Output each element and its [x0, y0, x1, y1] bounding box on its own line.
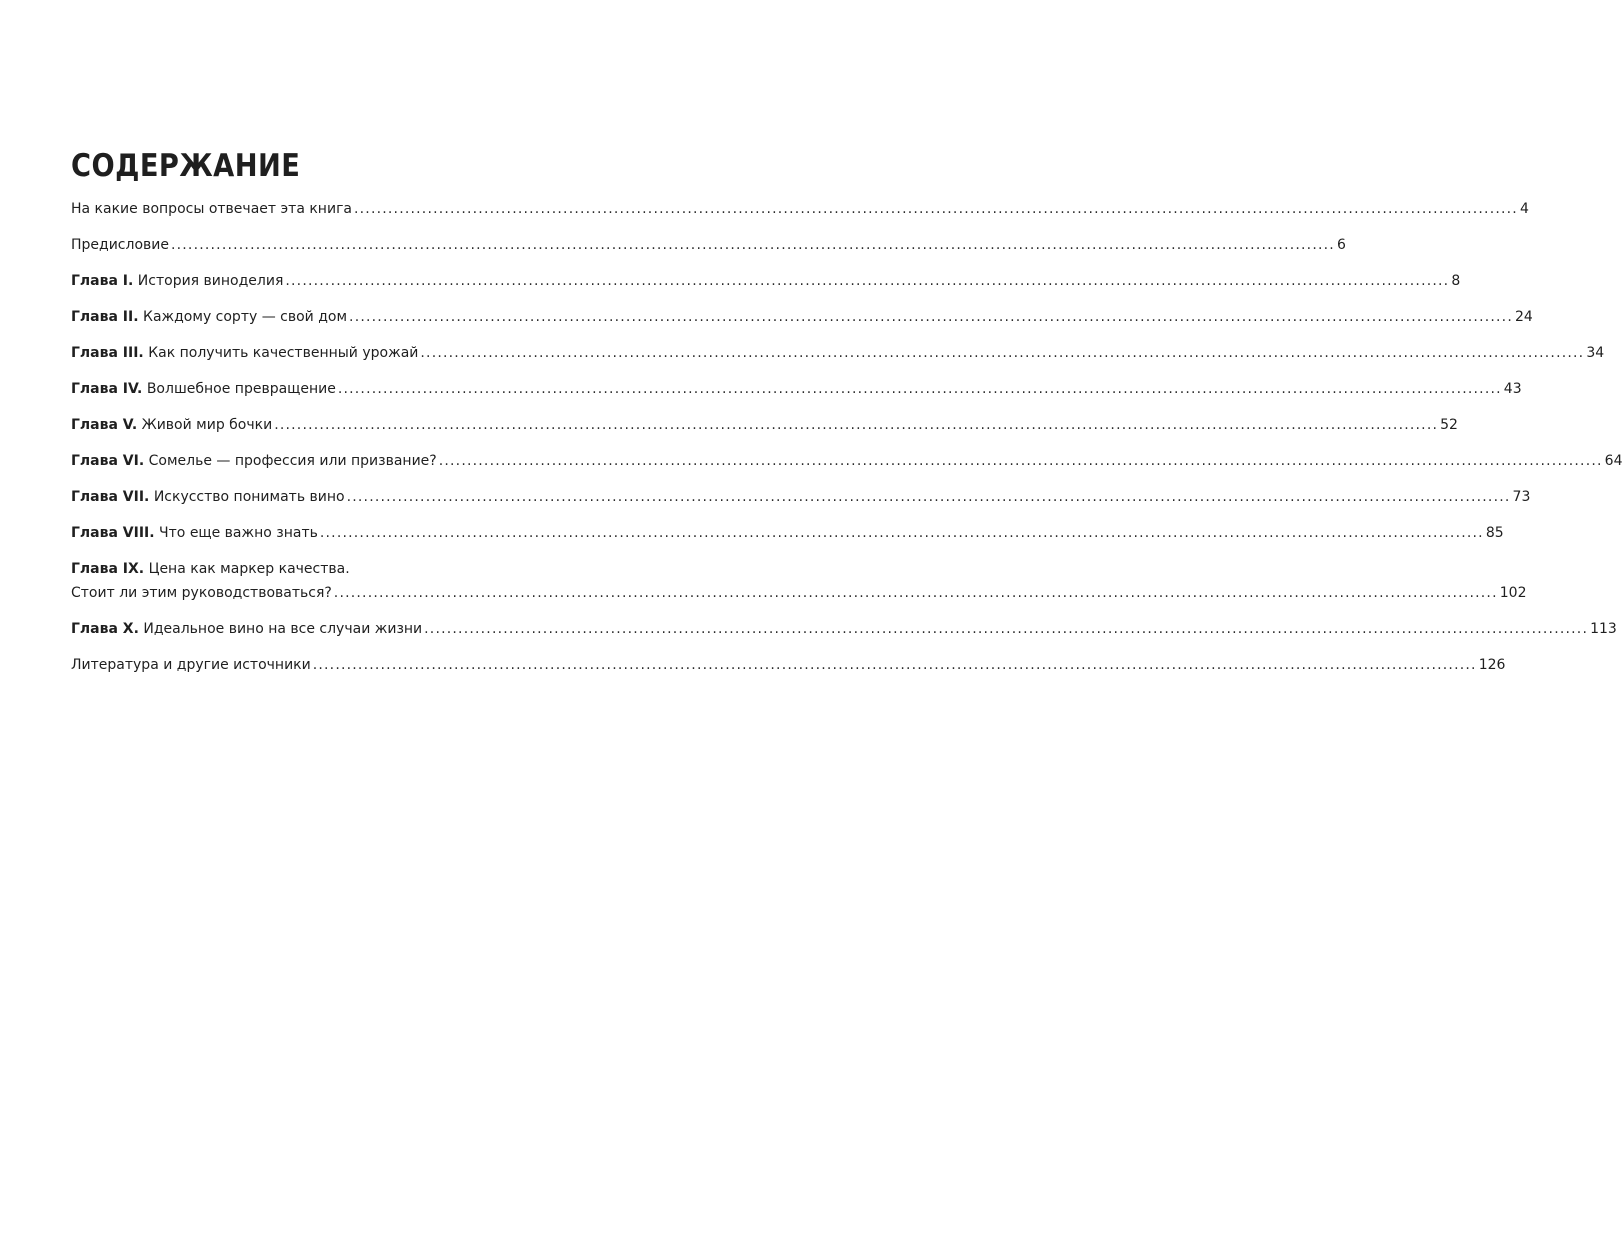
toc-chapter-label: Глава IX. — [71, 561, 145, 577]
toc-chapter-label: Глава I. — [71, 273, 134, 289]
toc-entry-title: Литература и другие источники — [71, 657, 311, 673]
dot-leader — [334, 581, 1498, 605]
toc-entry-page: 113 — [1590, 621, 1617, 637]
toc-entry-chapter-2[interactable] — [71, 305, 1533, 329]
toc-entry-chapter-8[interactable] — [71, 521, 1504, 545]
toc-entry-title: Идеальное вино на все случаи жизни — [143, 621, 423, 637]
toc-chapter-label: Глава V. — [71, 417, 138, 433]
toc-entry-page: 43 — [1503, 381, 1522, 397]
toc-entry-title: Предисловие — [71, 237, 169, 253]
dot-leader — [313, 653, 1477, 677]
toc-entry-chapter-3[interactable] — [71, 341, 1605, 365]
toc-entry-literature[interactable] — [71, 653, 1506, 677]
toc-chapter-label: Глава VI. — [71, 453, 145, 469]
toc-entry-title: Как получить качественный урожай — [148, 345, 419, 361]
toc-entry-page: 64 — [1604, 453, 1623, 469]
dot-leader — [285, 269, 1449, 293]
toc-entry-page: 102 — [1499, 585, 1527, 601]
toc-entry-page: 85 — [1485, 525, 1504, 541]
toc-entry-title: Волшебное превращение — [146, 381, 336, 397]
toc-entry-page: 73 — [1512, 489, 1531, 505]
toc-chapter-label: Глава III. — [71, 345, 144, 361]
toc-entry-title: Сомелье — профессия или призвание? — [148, 453, 437, 469]
toc-chapter-label: Глава X. — [71, 621, 139, 637]
toc-entry-chapter-7[interactable] — [71, 485, 1531, 509]
page-title: СОДЕРЖАНИЕ — [71, 148, 301, 184]
toc-entry-title: Живой мир бочки — [141, 417, 273, 433]
toc-entry-title: Искусство понимать вино — [153, 489, 345, 505]
toc-entry-title: Каждому сорту — свой дом — [143, 309, 348, 325]
toc-chapter-label: Глава IV. — [71, 381, 143, 397]
toc-chapter-label: Глава VII. — [71, 489, 150, 505]
dot-leader — [349, 305, 1513, 329]
toc-entry-preface[interactable] — [71, 233, 1346, 257]
toc-entry-page: 6 — [1336, 237, 1346, 253]
toc-entry-page: 4 — [1519, 201, 1529, 217]
dot-leader — [424, 617, 1588, 641]
toc-entry-chapter-1[interactable] — [71, 269, 1461, 293]
toc-entry-title: Что еще важно знать — [159, 525, 318, 541]
toc-entry-page: 126 — [1478, 657, 1506, 673]
dot-leader — [439, 449, 1603, 473]
dot-leader — [338, 377, 1502, 401]
dot-leader — [420, 341, 1584, 365]
toc-entry-title-line2: Стоит ли этим руководствоваться? — [71, 585, 332, 601]
toc-chapter-label: Глава II. — [71, 309, 139, 325]
toc-entry-title: История виноделия — [137, 273, 284, 289]
toc-entry-chapter-9[interactable] — [71, 557, 1527, 605]
dot-leader — [320, 521, 1484, 545]
toc-entry-chapter-6[interactable] — [71, 449, 1623, 473]
toc-entry-page: 52 — [1440, 417, 1458, 433]
toc-entry-title: На какие вопросы отвечает эта книга — [71, 201, 352, 217]
toc-entry-page: 34 — [1586, 345, 1605, 361]
dot-leader — [354, 197, 1518, 221]
dot-leader — [171, 233, 1335, 257]
table-of-contents — [71, 197, 1623, 677]
toc-entry-page: 24 — [1515, 309, 1533, 325]
toc-entry-chapter-4[interactable] — [71, 377, 1522, 401]
toc-entry-chapter-10[interactable] — [71, 617, 1617, 641]
dot-leader — [347, 485, 1511, 509]
toc-entry-title: Цена как маркер качества. — [148, 561, 350, 577]
dot-leader — [274, 413, 1438, 437]
toc-entry-chapter-5[interactable] — [71, 413, 1458, 437]
toc-entry-intro-questions[interactable] — [71, 197, 1529, 221]
toc-entry-page: 8 — [1451, 273, 1461, 289]
toc-chapter-label: Глава VIII. — [71, 525, 155, 541]
